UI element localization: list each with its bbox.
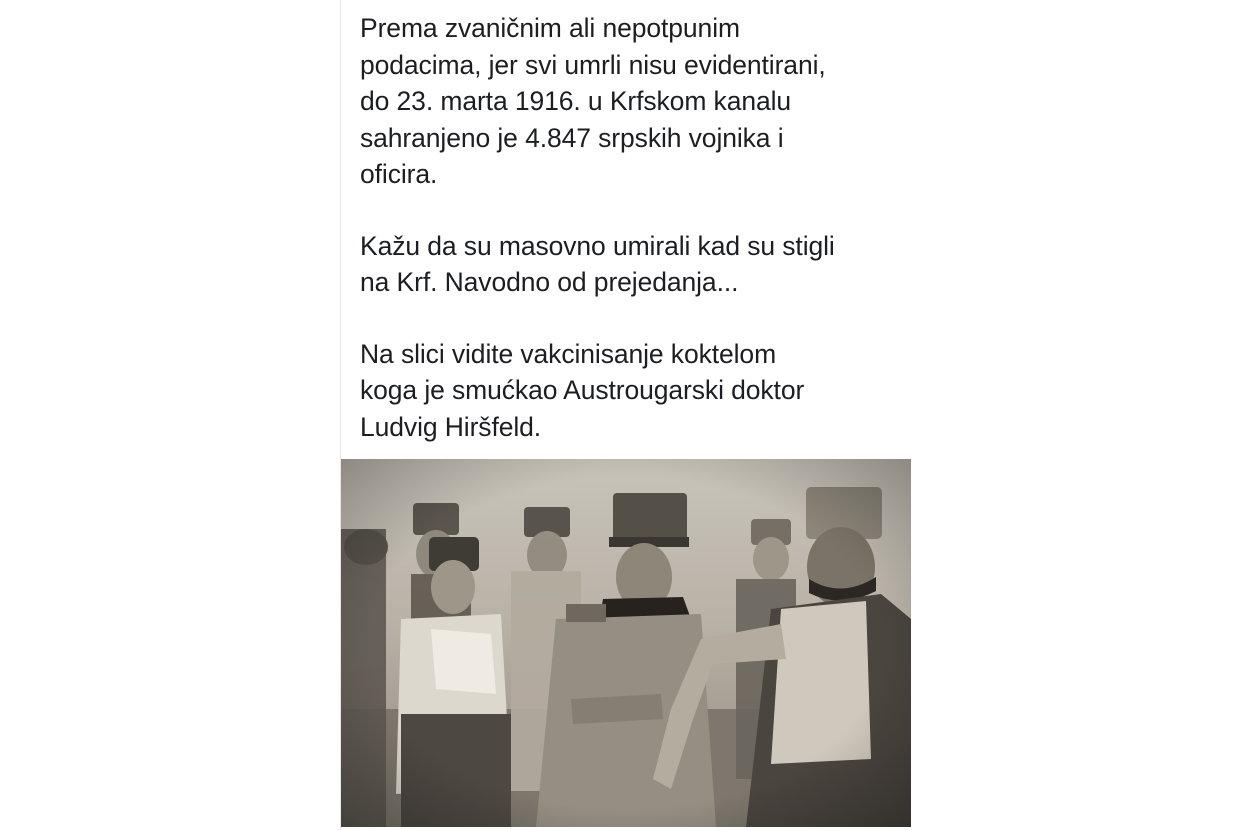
post-paragraph-3: Na slici vidite vakcinisanje koktelom koga je smućkao Austrougarski doktor Ludvig Hiršfeld. <box>360 338 805 442</box>
post-photo[interactable] <box>341 459 911 827</box>
post-paragraph-1: Prema zvaničnim ali nepotpunim podacima, jer svi umrli nisu evidentirani, do 23. marta 1916. u Krfskom kanalu sahranjeno je 4.847 srpskih vojnika i oficira. <box>360 13 826 189</box>
post-card <box>340 0 910 830</box>
vaccination-photo-illustration <box>341 459 911 827</box>
post-text <box>360 10 905 445</box>
post-paragraph-2: Kažu da su masovno umirali kad su stigli na Krf. Navodno od prejedanja... <box>360 230 835 297</box>
